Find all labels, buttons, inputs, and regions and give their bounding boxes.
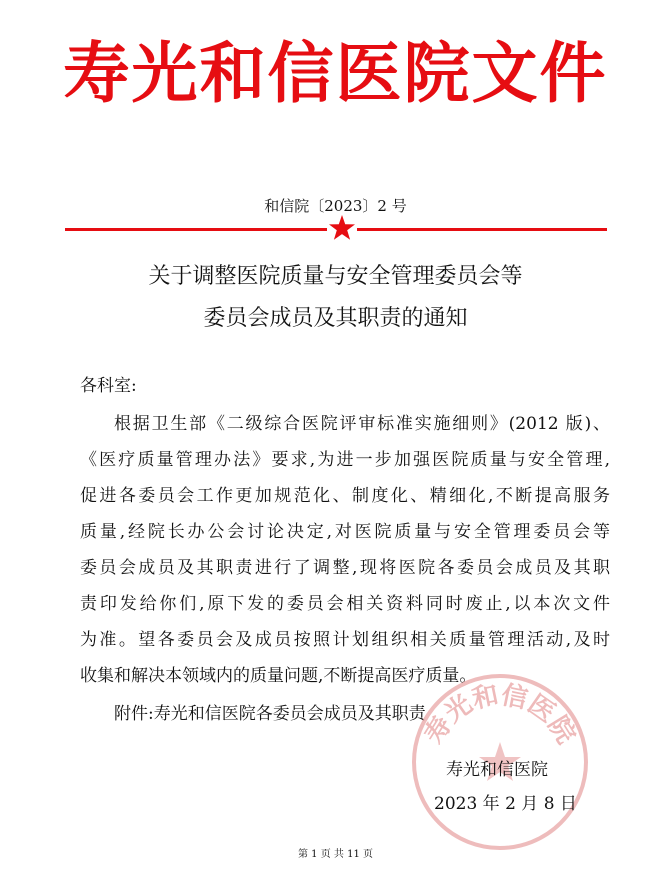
body-text-line: 收集和解决本领域内的质量问题,不断提高医疗质量。 — [80, 666, 477, 686]
document-title-line-2: 委员会成员及其职责的通知 — [203, 306, 468, 331]
seal-text: 寿光和信医院 — [419, 680, 581, 750]
page-indicator: 第 1 页 共 11 页 — [298, 849, 373, 860]
salutation: 各科室: — [80, 376, 137, 396]
star-icon — [328, 214, 356, 242]
document-masthead: 寿光和信医院文件 — [63, 34, 608, 112]
red-divider-left — [65, 228, 327, 231]
signing-organization: 寿光和信医院 — [446, 760, 548, 780]
body-text-line: 《医疗质量管理办法》要求,为进一步加强医院质量与安全管理, — [80, 450, 610, 470]
body-text-line: 责印发给你们,原下发的委员会相关资料同时废止,以本次文件 — [80, 594, 610, 614]
signing-date: 2023 年 2 月 8 日 — [434, 794, 577, 814]
svg-text:寿光和信医院 — [418, 679, 581, 749]
attachment-note: 附件:寿光和信医院各委员会成员及其职责 — [114, 704, 426, 724]
red-divider-right — [357, 228, 607, 231]
body-text-line: 促进各委员会工作更加规范化、制度化、精细化,不断提高服务 — [80, 486, 610, 506]
document-title-line-1: 关于调整医院质量与安全管理委员会等 — [148, 264, 523, 289]
body-text-line: 质量,经院长办公会讨论决定,对医院质量与安全管理委员会等 — [80, 522, 610, 542]
document-number: 和信院〔2023〕2 号 — [264, 197, 407, 215]
body-text-line: 根据卫生部《二级综合医院评审标准实施细则》(2012 版)、 — [114, 414, 610, 434]
body-text-line: 为准。望各委员会及成员按照计划组织相关质量管理活动,及时 — [80, 630, 610, 650]
body-text-line: 委员会成员及其职责进行了调整,现将医院各委员会成员及其职 — [80, 558, 610, 578]
